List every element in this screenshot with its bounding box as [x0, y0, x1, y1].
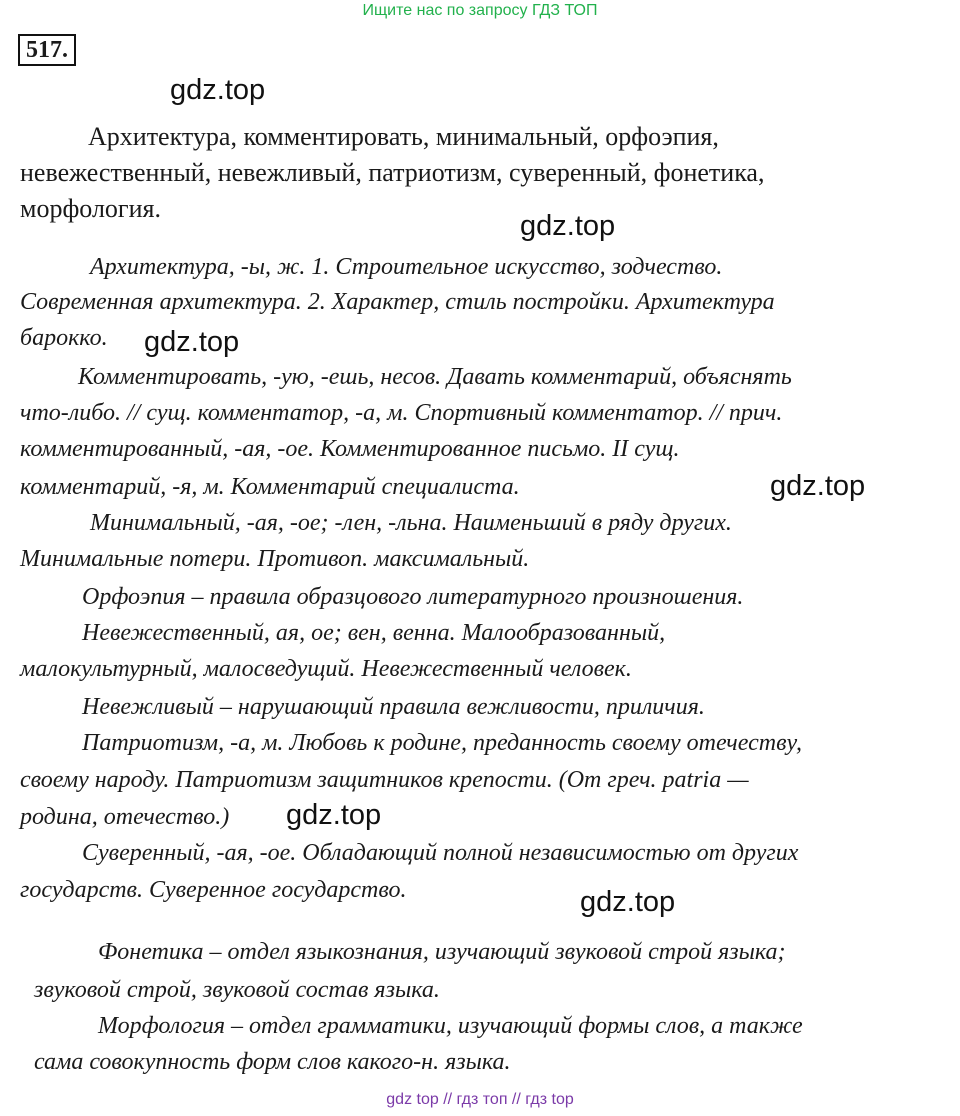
definition-line: звуковой строй, звуковой состав языка. — [34, 977, 440, 1003]
definition-line: своему народу. Патриотизм защитников крепости. (От греч. patria — — [20, 767, 749, 793]
task-words-line: Архитектура, комментировать, минимальный, орфоэпия, — [88, 122, 719, 151]
definition-line: Фонетика – отдел языкознания, изучающий звуковой строй языка; — [98, 939, 786, 965]
definition-line: Орфоэпия – правила образцового литературного произношения. — [82, 584, 744, 610]
definition-line: Минимальные потери. Противоп. максимальный. — [20, 546, 530, 572]
footer-banner: gdz top // гдз топ // гдз top — [386, 1091, 574, 1108]
definition-line: Архитектура, -ы, ж. 1. Строительное искусство, зодчество. — [90, 254, 723, 280]
watermark: gdz.top — [520, 210, 616, 242]
definition-line: Минимальный, -ая, -ое; -лен, -льна. Наименьший в ряду других. — [90, 510, 732, 536]
definition-line: комментарий, -я, м. Комментарий специалиста. — [20, 474, 520, 500]
task-words-line: морфология. — [20, 194, 161, 223]
definition-line: Комментировать, -ую, -ешь, несов. Давать комментарий, объяснять — [78, 364, 792, 390]
definition-line: сама совокупность форм слов какого-н. языка. — [34, 1049, 511, 1075]
top-banner: Ищите нас по запросу ГДЗ ТОП — [362, 2, 598, 19]
definition-line: Морфология – отдел грамматики, изучающий формы слов, а также — [98, 1013, 803, 1039]
watermark: gdz.top — [170, 74, 266, 106]
definition-line: малокультурный, малосведущий. Невежественный человек. — [20, 656, 632, 682]
task-number: 517. — [18, 34, 76, 66]
definition-line: Невежественный, ая, ое; вен, венна. Малообразованный, — [82, 620, 666, 646]
definition-line: родина, отечество.) — [20, 804, 230, 830]
definition-line: барокко. — [20, 325, 108, 351]
definition-line: Суверенный, -ая, -ое. Обладающий полной независимостью от других — [82, 840, 799, 866]
definition-line: комментированный, -ая, -ое. Комментированное письмо. II сущ. — [20, 436, 680, 462]
definition-line: Патриотизм, -а, м. Любовь к родине, преданность своему отечеству, — [82, 730, 802, 756]
definition-line: Невежливый – нарушающий правила вежливости, приличия. — [82, 694, 705, 720]
watermark: gdz.top — [144, 326, 240, 358]
watermark: gdz.top — [770, 470, 866, 502]
definition-line: Современная архитектура. 2. Характер, стиль постройки. Архитектура — [20, 289, 775, 315]
watermark: gdz.top — [580, 886, 676, 918]
definition-line: государств. Суверенное государство. — [20, 877, 407, 903]
task-words-line: невежественный, невежливый, патриотизм, суверенный, фонетика, — [20, 158, 765, 187]
watermark: gdz.top — [286, 799, 382, 831]
definition-line: что-либо. // сущ. комментатор, -а, м. Спортивный комментатор. // прич. — [20, 400, 783, 426]
